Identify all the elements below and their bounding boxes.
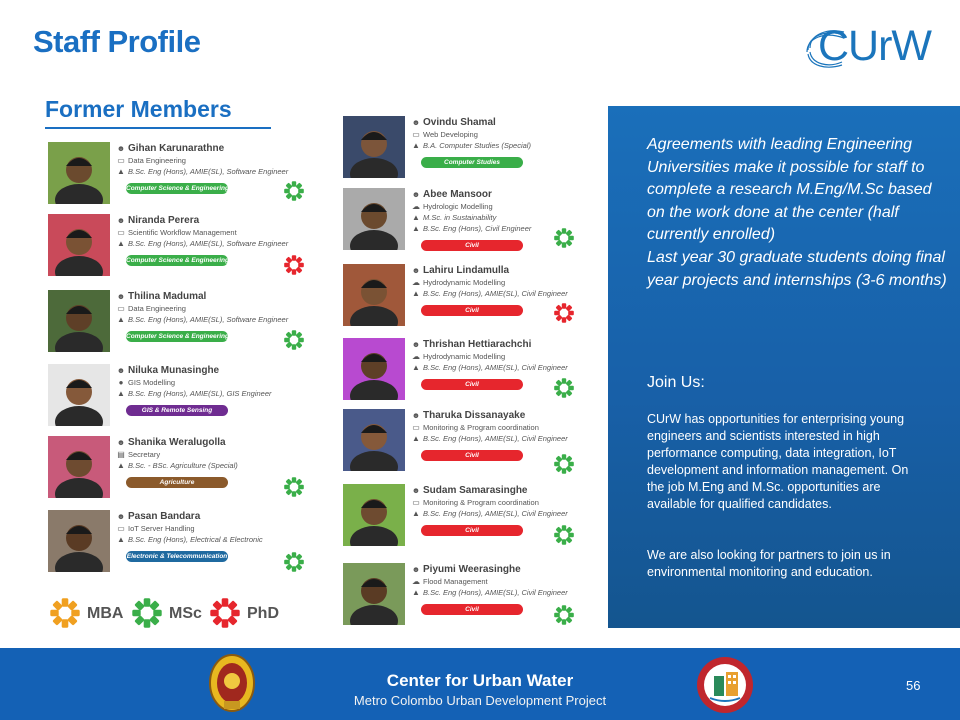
member-role — [411, 351, 621, 362]
member-name — [411, 116, 621, 129]
member-photo — [48, 510, 110, 572]
member-name — [411, 563, 621, 576]
member-degree — [411, 508, 621, 519]
graduation-cap-icon: ▲ — [412, 289, 420, 298]
msc-degree-icon — [284, 552, 304, 572]
member-degree-text: B.Sc. - BSc. Agriculture (Special) — [128, 461, 238, 470]
person-icon: ☻ — [411, 118, 421, 127]
member-photo — [343, 563, 405, 625]
join-us-heading: Join Us: — [647, 374, 705, 391]
graduation-cap-icon: ▲ — [412, 141, 420, 150]
member-card — [343, 484, 623, 546]
person-icon: ☻ — [411, 411, 421, 420]
msc-degree-icon — [284, 330, 304, 350]
member-degree — [411, 140, 621, 151]
member-info — [411, 264, 621, 317]
member-role-text: Data Engineering — [128, 304, 186, 313]
member-role-text: Secretary — [128, 450, 161, 459]
member-role — [411, 497, 621, 508]
field-badge: Computer Science & Engineering — [126, 185, 229, 192]
member-photo — [343, 264, 405, 326]
member-name-text: Sudam Samarasinghe — [423, 485, 528, 496]
msc-degree-icon — [554, 378, 574, 398]
member-card — [343, 264, 623, 326]
member-role — [116, 449, 326, 460]
member-info — [411, 338, 621, 391]
msc-degree-icon — [554, 454, 574, 474]
member-role — [116, 227, 326, 238]
member-photo — [343, 338, 405, 400]
person-icon: ☻ — [116, 512, 126, 521]
member-card — [343, 338, 623, 400]
member-name-text: Pasan Bandara — [128, 511, 201, 522]
member-name — [411, 264, 621, 277]
member-photo — [343, 188, 405, 250]
member-photo — [343, 116, 405, 178]
member-name — [116, 142, 326, 155]
member-role-text: Scientific Workflow Management — [128, 228, 237, 237]
field-badge: Civil — [421, 450, 523, 461]
section-underline — [45, 127, 271, 129]
monitor-icon: ▭ — [412, 423, 420, 432]
person-icon: ☻ — [411, 340, 421, 349]
msc-degree-icon — [554, 605, 574, 625]
member-role-text: Monitoring & Program coordination — [423, 498, 539, 507]
person-icon: ☻ — [116, 366, 126, 375]
member-role-text: IoT Server Handling — [128, 524, 195, 533]
member-degree2-text: M.Sc. in Sustainability — [423, 213, 497, 222]
member-name — [116, 510, 326, 523]
cloud-icon: ☁ — [412, 577, 420, 586]
member-degree — [411, 433, 621, 444]
field-badge: Civil — [421, 305, 523, 316]
member-name-text: Gihan Karunarathne — [128, 143, 225, 154]
graduation-cap-icon: ▲ — [117, 389, 125, 398]
member-role-text: Hydrodynamic Modelling — [423, 278, 506, 287]
msc-degree-icon — [284, 181, 304, 201]
legend-label: MSc — [169, 605, 202, 622]
member-name — [411, 188, 621, 201]
globe-icon: ● — [118, 378, 124, 387]
person-icon: ☻ — [411, 266, 421, 275]
member-name — [411, 338, 621, 351]
graduation-cap-icon: ▲ — [412, 363, 420, 372]
field-badge: Agriculture — [126, 477, 228, 488]
member-info — [411, 116, 621, 169]
graduation-cap-icon: ▲ — [412, 224, 420, 233]
member-name — [116, 290, 326, 303]
member-card — [343, 563, 623, 625]
graduation-cap-icon: ▲ — [412, 588, 420, 597]
member-role — [411, 277, 621, 288]
member-degree — [411, 587, 621, 598]
member-photo — [343, 484, 405, 546]
member-name-text: Piyumi Weerasinghe — [423, 564, 521, 575]
member-degree-text: B.A. Computer Studies (Special) — [423, 141, 531, 150]
sri-lanka-emblem-icon — [208, 653, 256, 715]
person-icon: ☻ — [116, 292, 126, 301]
info-panel — [608, 106, 960, 628]
graduation-cap-icon: ▲ — [117, 535, 125, 544]
member-role-text: Web Developing — [423, 130, 478, 139]
monitor-icon: ▭ — [117, 156, 125, 165]
cloud-icon: ☁ — [412, 202, 420, 211]
member-name-text: Tharuka Dissanayake — [423, 410, 526, 421]
member-degree — [411, 223, 621, 234]
person-icon: ☻ — [411, 190, 421, 199]
member-degree — [116, 388, 326, 399]
graduation-cap-icon: ▲ — [412, 434, 420, 443]
member-name-text: Thilina Madumal — [128, 291, 207, 302]
member-photo — [343, 409, 405, 471]
member-role — [411, 576, 621, 587]
member-info — [411, 484, 621, 537]
cloud-icon: ☁ — [412, 352, 420, 361]
member-card — [343, 116, 623, 178]
footer-title: Center for Urban Water — [386, 671, 574, 690]
page-number: 56 — [906, 678, 921, 693]
field-badge: GIS & Remote Sensing — [126, 405, 228, 416]
msc-degree-icon — [284, 477, 304, 497]
member-degree — [411, 288, 621, 299]
field-badge: Electronic & Telecommunication — [126, 553, 228, 560]
member-photo — [48, 290, 110, 352]
member-name — [116, 214, 326, 227]
mcudp-seal-icon — [696, 656, 754, 714]
legend-label: PhD — [247, 605, 279, 622]
member-degree-text: B.Sc. Eng (Hons), AMIE(SL), GIS Engineer — [128, 389, 272, 398]
member-role-text: Monitoring & Program coordination — [423, 423, 539, 432]
graduation-cap-icon: ▲ — [412, 213, 420, 222]
msc-degree-icon — [554, 228, 574, 248]
partners-text: We are also looking for partners to join us in environmental monitoring and education. — [647, 548, 891, 579]
member-degree — [116, 238, 326, 249]
graduation-cap-icon: ▲ — [117, 315, 125, 324]
field-badge: Civil — [421, 525, 523, 536]
field-badge: Civil — [421, 379, 523, 390]
member-role — [411, 201, 621, 212]
monitor-icon: ▭ — [412, 498, 420, 507]
member-degree-text: B.Sc. Eng (Hons), AMIE(SL), Software Engineer — [128, 315, 289, 324]
member-name-text: Lahiru Lindamulla — [423, 265, 510, 276]
graduation-cap-icon: ▲ — [117, 239, 125, 248]
field-badge: Computer Science & Engineering — [126, 257, 229, 264]
curw-logo — [804, 22, 940, 70]
member-info — [411, 409, 621, 462]
member-degree-text: B.Sc. Eng (Hons), Electrical & Electronic — [128, 535, 263, 544]
member-name-text: Thrishan Hettiarachchi — [423, 339, 532, 350]
member-degree — [116, 534, 326, 545]
member-photo — [48, 436, 110, 498]
member-degree-text: B.Sc. Eng (Hons), AMIE(SL), Software Engineer — [128, 167, 289, 176]
graduation-cap-icon: ▲ — [117, 461, 125, 470]
document-icon: ▤ — [117, 450, 125, 459]
phd-degree-icon — [554, 303, 574, 323]
panel-paragraph: Last year 30 graduate students doing final year projects and internships (3-6 months) — [647, 248, 947, 289]
member-degree-text: B.Sc. Eng (Hons), AMIE(SL), Civil Engineer — [423, 434, 568, 443]
msc-degree-icon — [554, 525, 574, 545]
member-photo — [48, 214, 110, 276]
member-name-text: Niluka Munasinghe — [128, 365, 220, 376]
member-role — [116, 303, 326, 314]
member-degree-text: B.Sc. Eng (Hons), AMIE(SL), Civil Engineer — [423, 509, 568, 518]
member-photo — [48, 142, 110, 204]
footer-bar — [0, 648, 960, 720]
person-icon: ☻ — [116, 216, 126, 225]
field-badge: Computer Science & Engineering — [126, 333, 229, 340]
monitor-icon: ▭ — [117, 524, 125, 533]
person-icon: ☻ — [411, 565, 421, 574]
member-degree — [116, 460, 326, 471]
member-name — [116, 364, 326, 377]
graduation-cap-icon: ▲ — [412, 509, 420, 518]
monitor-icon: ▭ — [412, 130, 420, 139]
member-degree-secondary — [411, 212, 621, 223]
member-degree-text: B.Sc. Eng (Hons), AMIE(SL), Civil Engineer — [423, 588, 568, 597]
member-name-text: Niranda Perera — [128, 215, 200, 226]
monitor-icon: ▭ — [117, 228, 125, 237]
member-role — [411, 422, 621, 433]
member-role — [116, 155, 326, 166]
member-degree — [116, 166, 326, 177]
phd-degree-icon — [284, 255, 304, 275]
member-degree — [116, 314, 326, 325]
graduation-cap-icon: ▲ — [117, 167, 125, 176]
field-badge: Civil — [421, 240, 523, 251]
member-card — [343, 409, 623, 471]
member-name — [411, 484, 621, 497]
member-role-text: GIS Modelling — [128, 378, 176, 387]
member-degree-text: B.Sc. Eng (Hons), AMIE(SL), Civil Engineer — [423, 289, 568, 298]
member-info — [411, 563, 621, 616]
member-photo — [48, 364, 110, 426]
member-role-text: Hydrodynamic Modelling — [423, 352, 506, 361]
member-degree — [411, 362, 621, 373]
member-degree-text: B.Sc. Eng (Hons), Civil Engineer — [423, 224, 532, 233]
member-role — [116, 377, 326, 388]
member-degree-text: B.Sc. Eng (Hons), AMIE(SL), Civil Engineer — [423, 363, 568, 372]
monitor-icon: ▭ — [117, 304, 125, 313]
member-name — [116, 436, 326, 449]
section-title: Former Members — [45, 96, 232, 122]
member-role-text: Flood Management — [423, 577, 488, 586]
member-card — [48, 364, 328, 426]
panel-paragraph: Agreements with leading Engineering Universities make it possible for staff to complete a research M.Eng/M.Sc based on the work done at the center (half currently enrolled) — [647, 136, 932, 244]
person-icon: ☻ — [411, 486, 421, 495]
legend-label: MBA — [87, 605, 124, 622]
agreements-text — [647, 134, 947, 292]
member-name-text: Ovindu Shamal — [423, 117, 496, 128]
member-card — [343, 188, 623, 250]
join-us-text: CUrW has opportunities for enterprising young engineers and scientists interested in high performance computing, data integration, IoT development and information management. On the job M.Eng and M.Sc. opportunities are available for qualified candidates. — [647, 412, 909, 511]
logo-text: CUrW — [818, 22, 932, 70]
member-role — [411, 129, 621, 140]
member-info — [411, 188, 621, 252]
member-role — [116, 523, 326, 534]
field-badge: Civil — [421, 604, 523, 615]
person-icon: ☻ — [116, 144, 126, 153]
footer-subtitle: Metro Colombo Urban Development Project — [353, 693, 607, 708]
page-title: Staff Profile — [33, 24, 201, 59]
member-degree-text: B.Sc. Eng (Hons), AMIE(SL), Software Engineer — [128, 239, 289, 248]
member-info — [116, 364, 326, 417]
person-icon: ☻ — [116, 438, 126, 447]
member-role-text: Data Engineering — [128, 156, 186, 165]
field-badge: Computer Studies — [421, 157, 523, 168]
cloud-icon: ☁ — [412, 278, 420, 287]
member-name-text: Abee Mansoor — [423, 189, 492, 200]
member-name-text: Shanika Weralugolla — [128, 437, 226, 448]
member-role-text: Hydrologic Modelling — [423, 202, 493, 211]
member-name — [411, 409, 621, 422]
